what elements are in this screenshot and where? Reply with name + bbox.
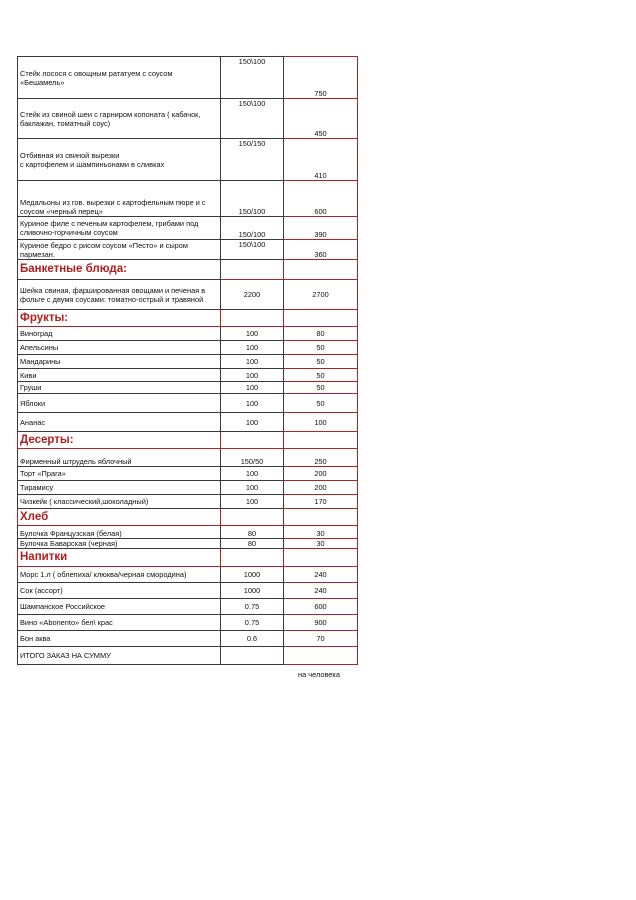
dish-weight: 100 bbox=[221, 467, 284, 481]
dish-weight: 150/50 bbox=[221, 449, 284, 467]
dish-weight: 100 bbox=[221, 382, 284, 394]
section-header-row bbox=[18, 509, 358, 526]
menu-item-row bbox=[18, 139, 358, 181]
dish-name: Груши bbox=[18, 382, 221, 394]
dish-weight: 150\100 bbox=[221, 99, 284, 139]
dish-price: 390 bbox=[284, 217, 358, 240]
section-title: Фрукты: bbox=[18, 310, 221, 327]
dish-weight: 150/100 bbox=[221, 181, 284, 217]
menu-item-row bbox=[18, 382, 358, 394]
dish-price: 170 bbox=[284, 495, 358, 509]
dish-name: Киви bbox=[18, 369, 221, 382]
section-header-row bbox=[18, 432, 358, 449]
dish-name: Шейка свиная, фаршированная овощами и печеная в фольге с двумя соусами: томатно-острый и травяной bbox=[18, 280, 221, 310]
dish-name: Апельсины bbox=[18, 341, 221, 355]
dish-price: 200 bbox=[284, 467, 358, 481]
dish-name: Стейк из свиной шеи с гарниром копоната ( кабачок, баклажан, томатный соус) bbox=[18, 99, 221, 139]
dish-name: Отбивная из свиной вырезки с картофелем и шампиньонами в сливках bbox=[18, 139, 221, 181]
menu-item-row bbox=[18, 631, 358, 647]
section-title: Десерты: bbox=[18, 432, 221, 449]
dish-weight: 100 bbox=[221, 341, 284, 355]
dish-price: 240 bbox=[284, 583, 358, 599]
menu-item-row bbox=[18, 467, 358, 481]
menu-item-row bbox=[18, 99, 358, 139]
empty-cell bbox=[221, 310, 284, 327]
dish-price: 50 bbox=[284, 382, 358, 394]
dish-name: Ананас bbox=[18, 413, 221, 432]
menu-item-row bbox=[18, 567, 358, 583]
empty-cell bbox=[221, 260, 284, 280]
dish-price: 240 bbox=[284, 567, 358, 583]
menu-item-row bbox=[18, 481, 358, 495]
menu-item-row bbox=[18, 526, 358, 539]
dish-name: Морс 1.л ( облепиха/ клюква/черная смородина) bbox=[18, 567, 221, 583]
dish-weight: 100 bbox=[221, 413, 284, 432]
empty-cell bbox=[221, 432, 284, 449]
dish-weight: 150/150 bbox=[221, 139, 284, 181]
section-header-row bbox=[18, 549, 358, 567]
empty-cell bbox=[284, 509, 358, 526]
section-header-row bbox=[18, 310, 358, 327]
dish-weight: 100 bbox=[221, 355, 284, 369]
dish-price: 600 bbox=[284, 181, 358, 217]
dish-price: 410 bbox=[284, 139, 358, 181]
dish-name: Бон аква bbox=[18, 631, 221, 647]
dish-name: Куриное бедро с рисом соусом «Песто» и сыром пармезан. bbox=[18, 240, 221, 260]
dish-name: Мандарины bbox=[18, 355, 221, 369]
dish-price: 360 bbox=[284, 240, 358, 260]
menu-item-row bbox=[18, 355, 358, 369]
dish-name: Булочка Французская (белая) bbox=[18, 526, 221, 539]
dish-weight: 100 bbox=[221, 327, 284, 341]
menu-item-row bbox=[18, 280, 358, 310]
dish-name: Медальоны из гов. вырезки с картофельным пюре и с соусом «черный перец» bbox=[18, 181, 221, 217]
section-title: Напитки bbox=[18, 549, 221, 567]
dish-price: 100 bbox=[284, 413, 358, 432]
menu-item-row bbox=[18, 449, 358, 467]
dish-weight: 1000 bbox=[221, 567, 284, 583]
dish-weight: 80 bbox=[221, 526, 284, 539]
dish-weight: 150/100 bbox=[221, 217, 284, 240]
dish-name: Яблоки bbox=[18, 394, 221, 413]
menu-item-row bbox=[18, 394, 358, 413]
dish-name: Виноград bbox=[18, 327, 221, 341]
dish-weight: 150\100 bbox=[221, 240, 284, 260]
menu-table-body bbox=[18, 57, 358, 665]
dish-name: Фирменный штрудель яблочный bbox=[18, 449, 221, 467]
section-header-row bbox=[18, 260, 358, 280]
dish-weight: 2200 bbox=[221, 280, 284, 310]
dish-name: Булочка Баварская (черная) bbox=[18, 539, 221, 549]
dish-name: Шампанское Российское bbox=[18, 599, 221, 615]
dish-price: 450 bbox=[284, 99, 358, 139]
menu-item-row bbox=[18, 327, 358, 341]
dish-price: 250 bbox=[284, 449, 358, 467]
empty-cell bbox=[284, 432, 358, 449]
section-title: Банкетные блюда: bbox=[18, 260, 221, 280]
dish-weight: 0.6 bbox=[221, 631, 284, 647]
menu-item-row bbox=[18, 341, 358, 355]
dish-name: Чизкейк ( классический,шоколадный) bbox=[18, 495, 221, 509]
empty-cell bbox=[221, 509, 284, 526]
menu-item-row bbox=[18, 413, 358, 432]
menu-table bbox=[17, 56, 358, 665]
dish-name: Стейк лосося с овощным рататуем с соусом «Бешамель» bbox=[18, 57, 221, 99]
dish-price: 50 bbox=[284, 394, 358, 413]
dish-price: 200 bbox=[284, 481, 358, 495]
dish-price: 50 bbox=[284, 369, 358, 382]
menu-item-row bbox=[18, 583, 358, 599]
dish-weight: 0.75 bbox=[221, 599, 284, 615]
dish-price bbox=[284, 647, 358, 665]
dish-name: Сок (ассорт) bbox=[18, 583, 221, 599]
dish-price: 50 bbox=[284, 355, 358, 369]
dish-name: Вино «Abonento» бел\ крас bbox=[18, 615, 221, 631]
dish-price: 600 bbox=[284, 599, 358, 615]
dish-price: 70 bbox=[284, 631, 358, 647]
dish-name: Торт «Прага» bbox=[18, 467, 221, 481]
menu-item-row bbox=[18, 217, 358, 240]
dish-weight: 100 bbox=[221, 481, 284, 495]
menu-item-row bbox=[18, 539, 358, 549]
dish-price: 30 bbox=[284, 539, 358, 549]
menu-item-row bbox=[18, 57, 358, 99]
dish-price: 80 bbox=[284, 327, 358, 341]
dish-name: ИТОГО ЗАКАЗ НА СУММУ bbox=[18, 647, 221, 665]
menu-item-row bbox=[18, 240, 358, 260]
dish-weight bbox=[221, 647, 284, 665]
dish-weight: 100 bbox=[221, 394, 284, 413]
dish-price: 2700 bbox=[284, 280, 358, 310]
dish-weight: 100 bbox=[221, 495, 284, 509]
dish-weight: 80 bbox=[221, 539, 284, 549]
menu-item-row bbox=[18, 599, 358, 615]
dish-price: 750 bbox=[284, 57, 358, 99]
empty-cell bbox=[284, 310, 358, 327]
empty-cell bbox=[284, 260, 358, 280]
dish-price: 30 bbox=[284, 526, 358, 539]
dish-weight: 150\100 bbox=[221, 57, 284, 99]
menu-item-row bbox=[18, 495, 358, 509]
menu-item-row bbox=[18, 369, 358, 382]
dish-price: 900 bbox=[284, 615, 358, 631]
menu-item-row bbox=[18, 647, 358, 665]
dish-name: Куриное филе с печеным картофелем, грибами под сливочно-горчичным соусом bbox=[18, 217, 221, 240]
menu-item-row bbox=[18, 181, 358, 217]
empty-cell bbox=[284, 549, 358, 567]
section-title: Хлеб bbox=[18, 509, 221, 526]
dish-weight: 100 bbox=[221, 369, 284, 382]
dish-price: 50 bbox=[284, 341, 358, 355]
dish-weight: 1000 bbox=[221, 583, 284, 599]
dish-name: Тирамису bbox=[18, 481, 221, 495]
per-person-note: на человека bbox=[298, 670, 340, 679]
dish-weight: 0.75 bbox=[221, 615, 284, 631]
menu-item-row bbox=[18, 615, 358, 631]
empty-cell bbox=[221, 549, 284, 567]
